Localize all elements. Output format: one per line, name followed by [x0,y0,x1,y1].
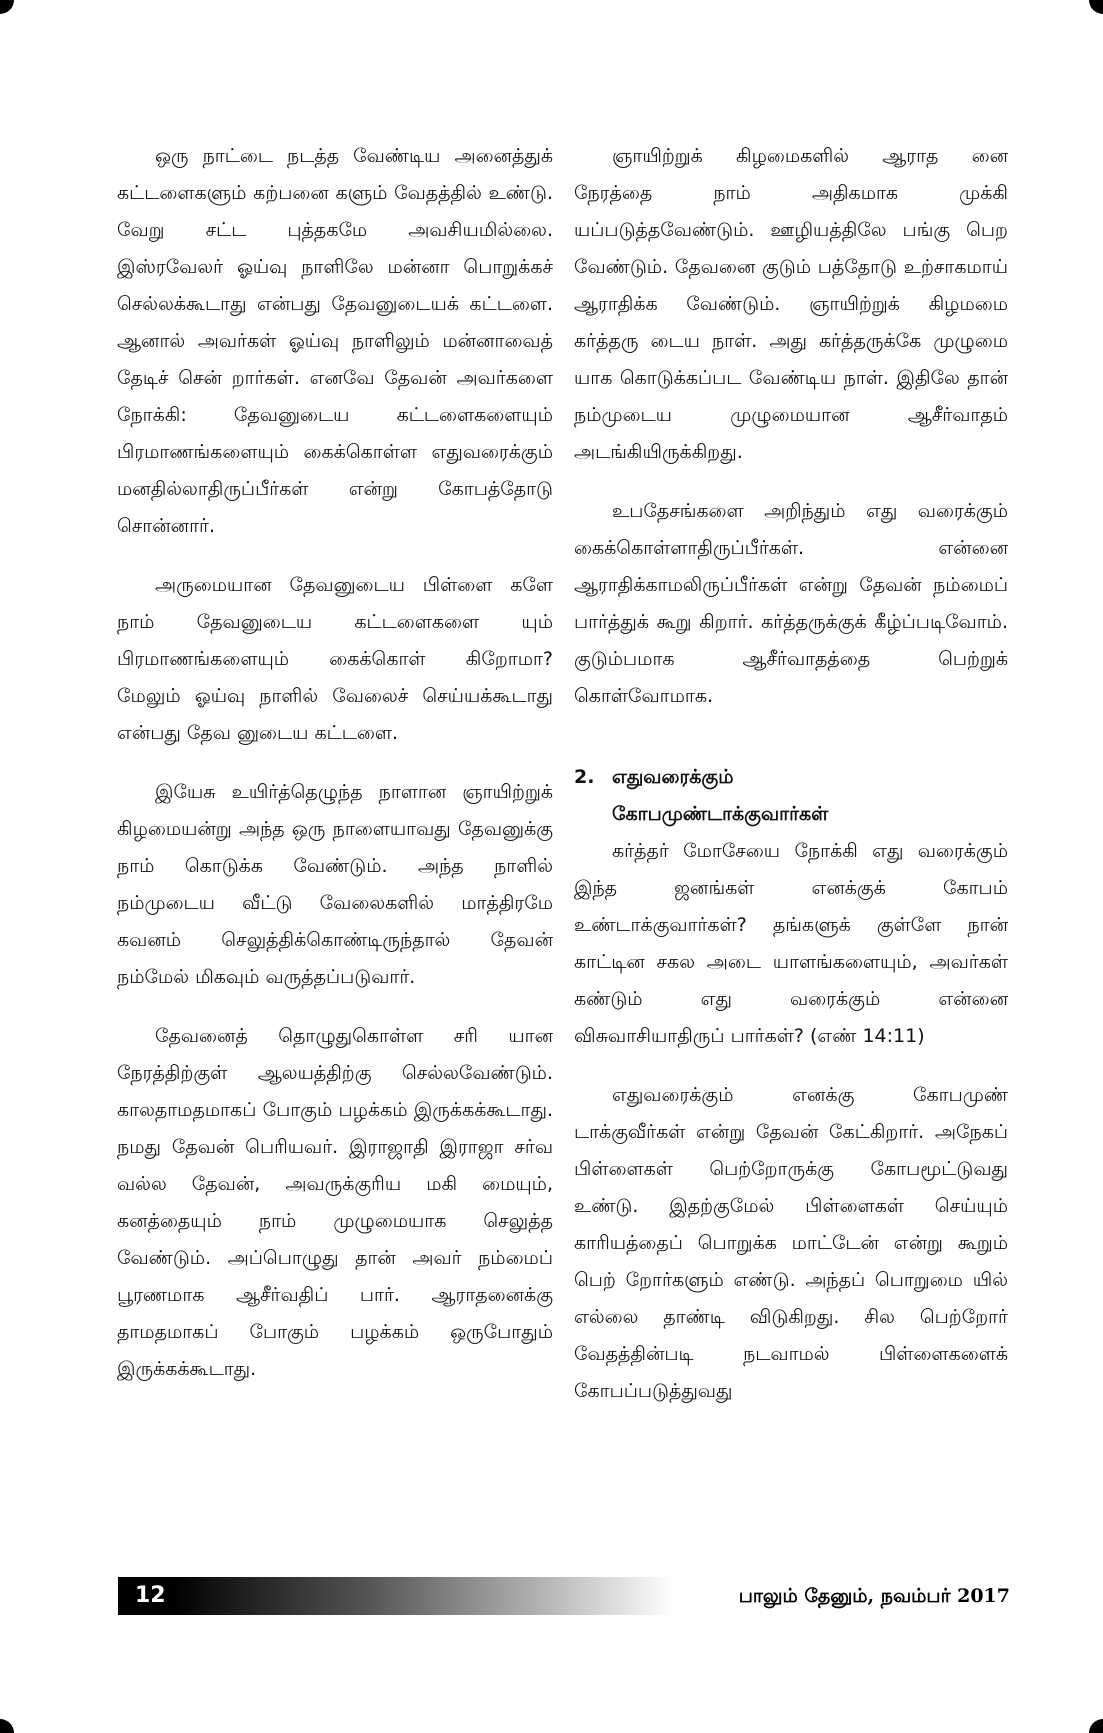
right-column [574,138,1008,1432]
left-column [117,138,553,1410]
paragraph: இயேசு உயிர்த்தெழுந்த நாளான ஞாயிற்றுக் கிழமையன்று அந்த ஒரு நாளையாவது தேவனுக்கு நாம் கொடுக்க வேண்டும். அந்த நாளில் நம்முடைய வீட்டு வேலைகளில் மாத்திரமே கவனம் செலுத்திக்கொண்டிருந்தால் தேவன் நம்மேல் மிகவும் வருத்தப்படுவார். [117,781,553,988]
magazine-issue: பாலும் தேனும், நவம்பர் 2017 [738,1585,1010,1607]
page-corner-bottom-left [0,1719,14,1733]
page-corner-bottom-right [1089,1719,1103,1733]
section-heading-line-1: எதுவரைக்கும் [612,766,734,788]
paragraph: கர்த்தர் மோசேயை நோக்கி எது வரைக்கும் இந்த ஜனங்கள் எனக்குக் கோபம் உண்டாக்குவார்கள்? தங்களுக் குள்ளே நான் காட்டின சகல அடை யாளங்களையும், அவர்கள் கண்டும் எது வரைக்கும் என்னை விசுவாசியாதிருப் பார்கள்? (எண் 14:11) [574,840,1008,1047]
page-corner-top-right [1089,0,1103,14]
paragraph: அருமையான தேவனுடைய பிள்ளை களே நாம் தேவனுடைய கட்டளைகளை யும் பிரமாணங்களையும் கைக்கொள் கிறோமா? மேலும் ஓய்வு நாளில் வேலைச் செய்யக்கூடாது என்பது தேவ னுடைய கட்டளை. [117,574,553,744]
paragraph: எதுவரைக்கும் எனக்கு கோபமுண் டாக்குவீர்கள் என்று தேவன் கேட்கிறார். அநேகப் பிள்ளைகள் பெற்றோருக்கு கோபமூட்டுவது உண்டு. இதற்குமேல் பிள்ளைகள் செய்யும் காரியத்தைப் பொறுக்க மாட்டேன் என்று கூறும் பெற் றோர்களும் எண்டு. அந்தப் பொறுமை யில் எல்லை தாண்டி விடுகிறது. சில பெற்றோர் வேதத்தின்படி நடவாமல் பிள்ளைகளைக் கோபப்படுத்துவது [574,1084,1008,1402]
page-footer [118,1577,1016,1615]
page-number: 12 [135,1583,166,1608]
paragraph: ஒரு நாட்டை நடத்த வேண்டிய அனைத்துக் கட்டளைகளும் கற்பனை களும் வேதத்தில் உண்டு. வேறு சட்ட புத்தகமே அவசியமில்லை. இஸ்ரவேலர் ஓய்வு நாளிலே மன்னா பொறுக்கச் செல்லக்கூடாது என்பது தேவனுடையக் கட்டளை. ஆனால் அவர்கள் ஓய்வு நாளிலும் மன்னாவைத் தேடிச் சென் றார்கள். எனவே தேவன் அவர்களை நோக்கி: தேவனுடைய கட்டளைகளையும் பிரமாணங்களையும் கைக்கொள்ள எதுவரைக்கும் மனதில்லாதிருப்பீர்கள் என்று கோபத்தோடு சொன்னார். [117,145,553,537]
paragraph: தேவனைத் தொழுதுகொள்ள சரி யான நேரத்திற்குள் ஆலயத்திற்கு செல்லவேண்டும். காலதாமதமாகப் போகும் பழக்கம் இருக்கக்கூடாது. நமது தேவன் பெரியவர். இராஜாதி இராஜா சர்வ வல்ல தேவன், அவருக்குரிய மகி மையும், கனத்தையும் நாம் முழுமையாக செலுத்த வேண்டும். அப்பொழுது தான் அவர் நம்மைப் பூரணமாக ஆசீர்வதிப் பார். ஆராதனைக்கு தாமதமாகப் போகும் பழக்கம் ஒருபோதும் இருக்கக்கூடாது. [117,1025,553,1380]
page-corner-top-left [0,0,14,14]
paragraph: உபதேசங்களை அறிந்தும் எது வரைக்கும் கைக்கொள்ளாதிருப்பீர்கள். என்னை ஆராதிக்காமலிருப்பீர்கள் என்று தேவன் நம்மைப் பார்த்துக் கூறு கிறார். கர்த்தருக்குக் கீழ்ப்படிவோம். குடும்பமாக ஆசீர்வாதத்தை பெற்றுக் கொள்வோமாக. [574,500,1008,707]
section-heading [574,759,1008,833]
section-number: 2. [574,766,595,788]
section-heading-line-2: கோபமுண்டாக்குவார்கள் [612,803,829,825]
paragraph: ஞாயிற்றுக் கிழமைகளில் ஆராத னை நேரத்தை நாம் அதிகமாக முக்கி யப்படுத்தவேண்டும். ஊழியத்திலே பங்கு பெற வேண்டும். தேவனை குடும் பத்தோடு உற்சாகமாய் ஆராதிக்க வேண்டும். ஞாயிற்றுக் கிழமமை கர்த்தரு டைய நாள். அது கர்த்தருக்கே முழுமை யாக கொடுக்கப்பட வேண்டிய நாள். இதிலே தான் நம்முடைய முழுமையான ஆசீர்வாதம் அடங்கியிருக்கிறது. [574,145,1008,463]
